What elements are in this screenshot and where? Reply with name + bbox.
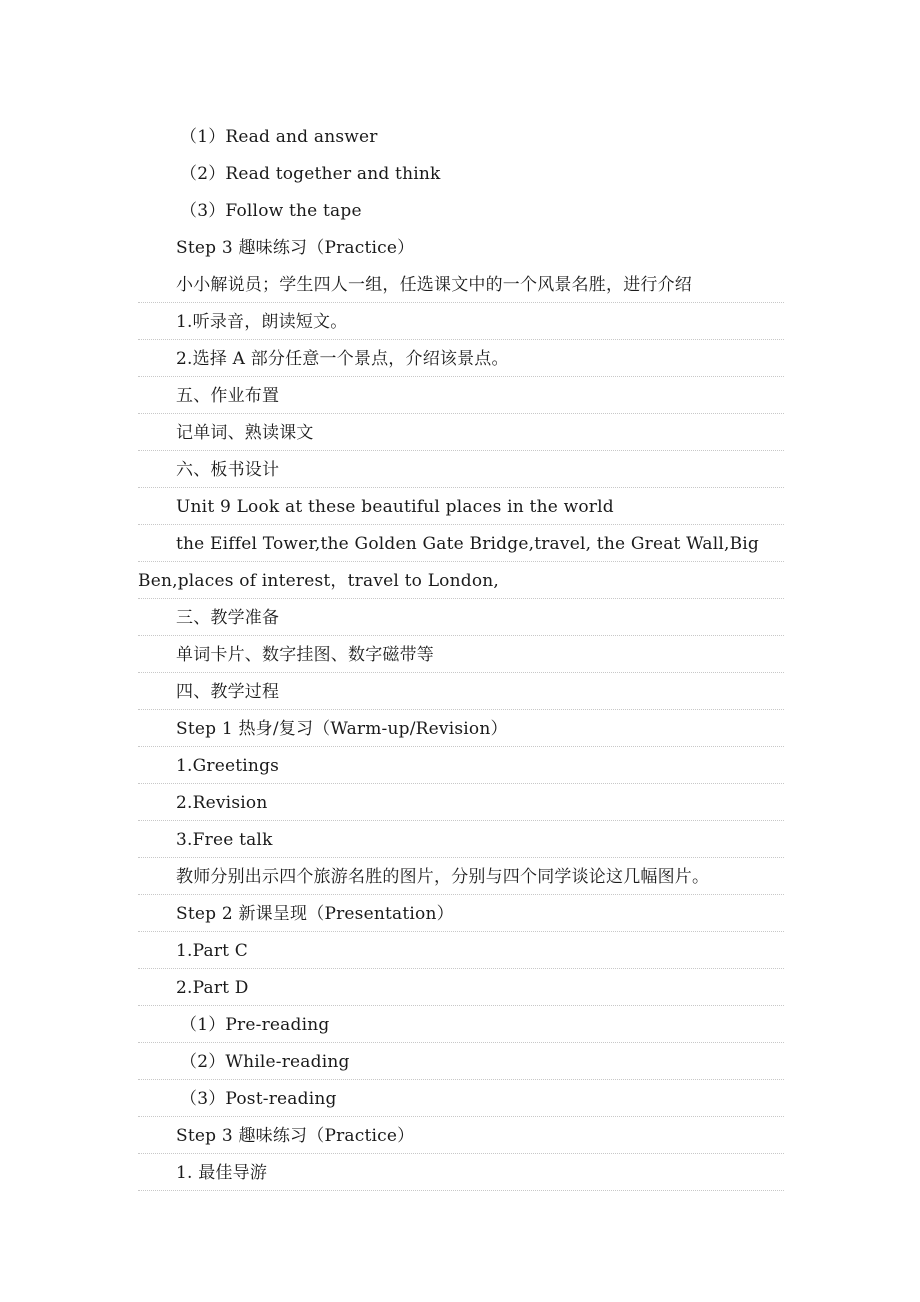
text-line: 1.听录音，朗读短文。 [138, 303, 784, 340]
text-line: （2）While-reading [138, 1043, 784, 1080]
text-line: （2）Read together and think [180, 164, 441, 184]
text-line: 小小解说员；学生四人一组，任选课文中的一个风景名胜，进行介绍 [138, 266, 784, 303]
text-line: Unit 9 Look at these beautiful places in the world [138, 488, 784, 525]
section-heading: 五、作业布置 [138, 377, 784, 414]
text-line: the Eiffel Tower,the Golden Gate Bridge,travel, the Great Wall,Big [138, 525, 784, 562]
section-heading: 三、教学准备 [138, 599, 784, 636]
text-line: Step 3 趣味练习（Practice） [138, 1117, 784, 1154]
section-heading: 六、板书设计 [138, 451, 784, 488]
text-line: 教师分别出示四个旅游名胜的图片，分别与四个同学谈论这几幅图片。 [138, 858, 784, 895]
text-line: （1）Pre-reading [138, 1006, 784, 1043]
text-line: 1.Part C [138, 932, 784, 969]
text-line: （3）Post-reading [138, 1080, 784, 1117]
text-line: Step 1 热身/复习（Warm-up/Revision） [138, 710, 784, 747]
text-line: Step 2 新课呈现（Presentation） [138, 895, 784, 932]
text-line: 1. 最佳导游 [138, 1154, 784, 1191]
text-line: 3.Free talk [138, 821, 784, 858]
text-line: 单词卡片、数字挂图、数字磁带等 [138, 636, 784, 673]
section-heading: 四、教学过程 [138, 673, 784, 710]
text-line: 记单词、熟读课文 [138, 414, 784, 451]
text-line: 2.Revision [138, 784, 784, 821]
text-line: （1）Read and answer [180, 127, 378, 147]
text-line: Ben,places of interest，travel to London, [138, 562, 784, 599]
text-line: （3）Follow the tape [180, 201, 362, 221]
text-line: 2.选择 A 部分任意一个景点，介绍该景点。 [138, 340, 784, 377]
text-line: 1.Greetings [138, 747, 784, 784]
text-line: 2.Part D [138, 969, 784, 1006]
text-line: Step 3 趣味练习（Practice） [176, 238, 415, 258]
